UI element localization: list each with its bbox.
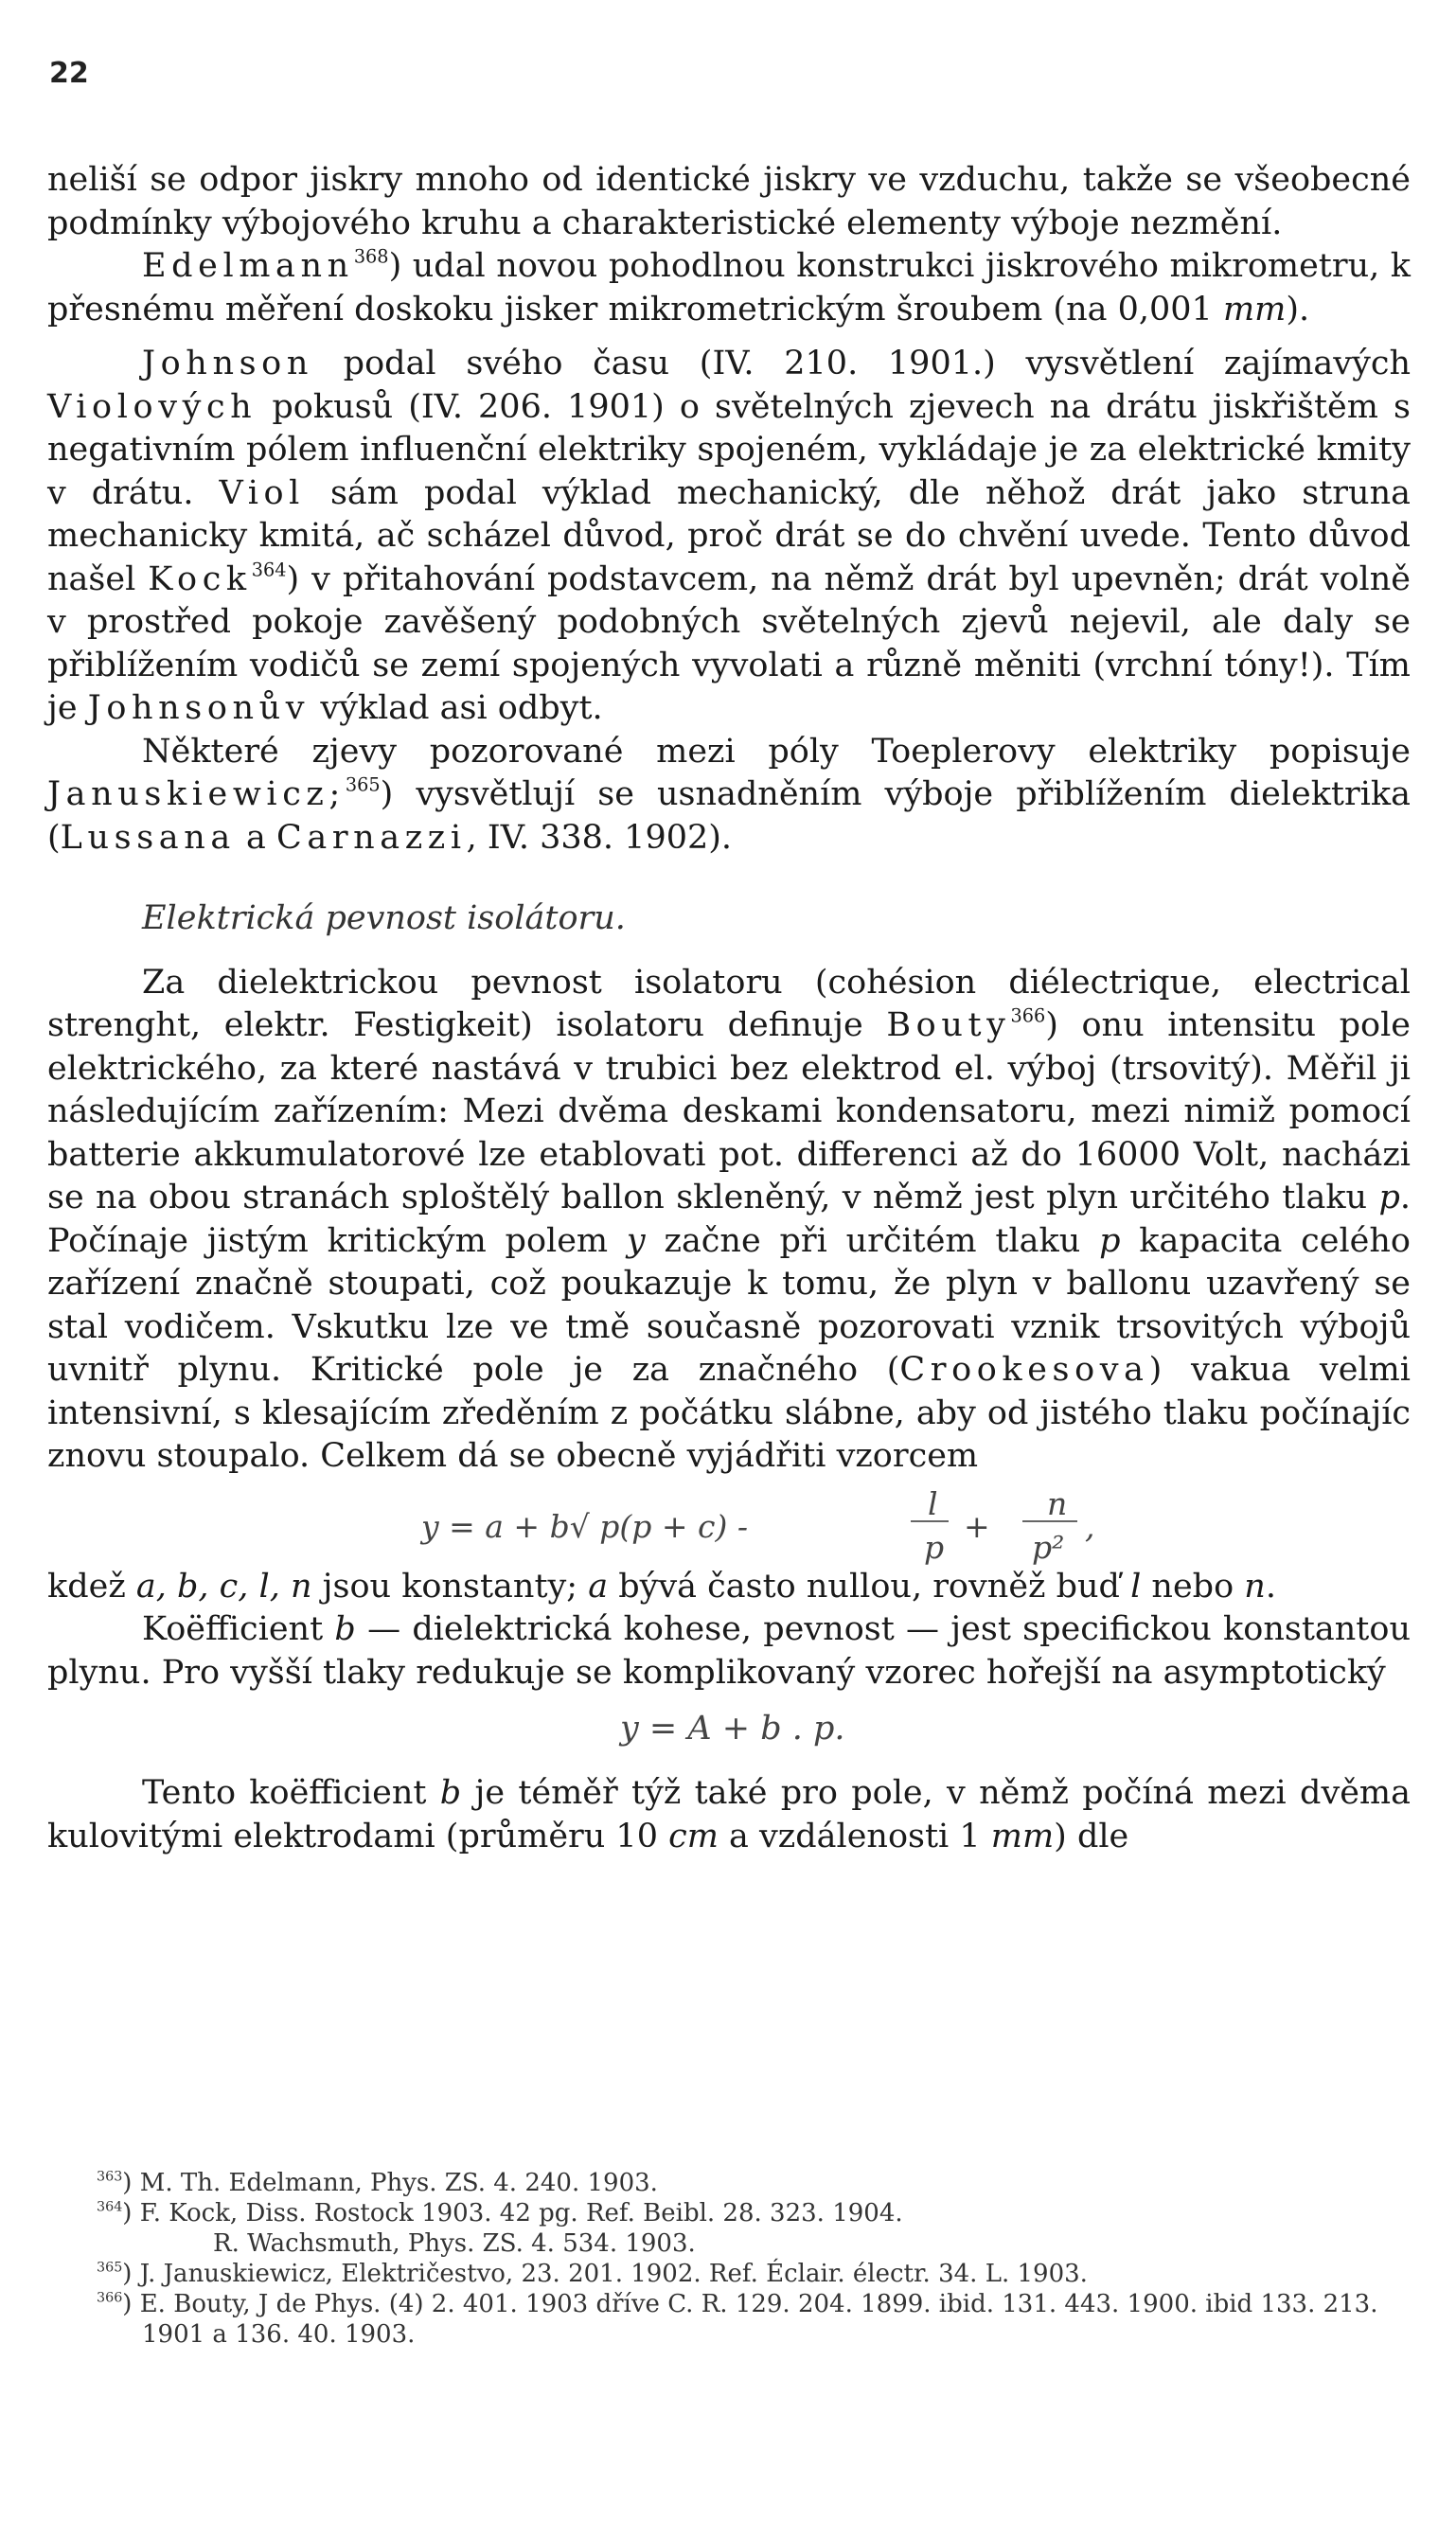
author-name: Johnsonův: [87, 689, 311, 727]
footnote-364-continued: R. Wachsmuth, Phys. ZS. 4. 534. 1903.: [213, 2229, 696, 2258]
paragraph-text: je téměř týž také pro pole, v němž počíná mezi dvěma kulovitými elektrodami (průměru 10: [47, 1774, 1411, 1855]
footnote-364: [47, 2198, 1411, 2228]
paragraph-text: ) v přitahování podstavcem, na němž drát byl upevněn; drát volně v prostřed pokoje zavěšený podobných světelných zjevů nejevil, ale daly se přiblížením vodičů se zemí spojených vyvolati a různě měniti (vrchní tóny!). Tím je: [47, 559, 1411, 727]
paragraph-text: ) dle: [1054, 1817, 1129, 1855]
fraction-bar: [1022, 1520, 1077, 1522]
paragraph-1: [47, 159, 1411, 245]
formula-numerator: n: [1047, 1484, 1068, 1522]
footnote-text: ) J. Januskiewicz, Električestvo, 23. 201. 1902. Ref. Éclair. électr. 34. L. 1903.: [122, 2260, 1088, 2288]
math-variable: p: [1099, 1221, 1121, 1260]
paragraph-text: kdež: [47, 1567, 136, 1606]
formula-asymptotic: y = A + b . p.: [620, 1710, 845, 1748]
formula-body: y = a + b√ p(p + c) -: [421, 1507, 748, 1545]
paragraph-text: . Počínaje jistým kritickým polem: [47, 1179, 1411, 1260]
spacer: [47, 331, 1411, 343]
page-number: 22: [49, 57, 89, 90]
formula-main: [47, 1479, 1411, 1566]
paragraph-text: , IV. 338. 1902).: [466, 818, 733, 857]
paragraph-text: neliší se odpor jiskry mnoho od identické jiskry ve vzduchu, takže se všeobecné podmínky výbojového kruhu a charakteristické elementy výboje nezmění.: [47, 161, 1411, 242]
paragraph-text: sám podal výklad mechanický, dle něhož drát jako struna mechanicky kmitá, ač scházel důvod, proč drát se do chvění uvede. Tento důvod našel: [47, 473, 1411, 598]
author-name: Kock: [148, 559, 252, 598]
paragraph-edelmann: [47, 245, 1411, 331]
paragraph-text: nebo: [1141, 1567, 1245, 1606]
paragraph-text: výklad asi odbyt.: [310, 689, 603, 727]
unit: mm: [990, 1817, 1055, 1855]
author-name: Lussana: [60, 818, 236, 857]
math-variable: b: [439, 1774, 462, 1812]
author-name: Viol: [219, 473, 305, 512]
math-variable: l: [1130, 1567, 1142, 1606]
footnote-text: ) F. Kock, Diss. Rostock 1903. 42 pg. Ref. Beibl. 28. 323. 1904.: [122, 2199, 903, 2227]
paragraph-constants: [47, 1566, 1411, 1609]
author-name: Carnazzi: [275, 818, 467, 857]
footnote-366: [47, 2289, 1411, 2350]
paragraph-text: ) onu intensitu pole elektrického, za které nastává v trubici bez elektrod el. výboj (trsovitý). Měřil ji následujícím zařízením: Mezi dvěma deskami kondensatoru, mezi nimiž pomocí batterie akkumulatorové lze etablovati pot. differenci až do 16000 Volt, nacházi se na obou stranách sploštělý ballon skleněný, v němž jest plyn určitého tlaku: [47, 1006, 1412, 1216]
section-heading: Elektrická pevnost isolátoru.: [142, 899, 626, 937]
paragraph-text: jsou konstanty;: [311, 1567, 589, 1606]
footnote-ref: 365: [345, 773, 381, 796]
author-name: Edelmann: [142, 247, 354, 285]
fraction-bar: [911, 1520, 949, 1522]
footnote-ref: 366: [1010, 1004, 1046, 1027]
formula-denominator: p²: [1032, 1528, 1065, 1566]
unit: cm: [668, 1817, 719, 1855]
paragraph-text: a vzdálenosti 1: [718, 1817, 991, 1855]
footnote-ref: 368: [353, 245, 389, 268]
paragraph-text: ) udal novou pohodlnou konstrukci jiskrového mikrometru, k přesnému měření doskoku jisker mikrometrickým šroubem (na 0,001: [47, 247, 1411, 328]
author-name: Johnson: [142, 345, 313, 382]
math-variable: y: [626, 1221, 646, 1260]
author-name: Crookesova: [899, 1351, 1149, 1389]
paragraph-coefficient: [47, 1608, 1411, 1695]
math-variable: a: [588, 1567, 609, 1606]
footnote-mark: 365: [97, 2260, 123, 2276]
paragraph-text: ) vysvětlují se usnadněním výboje přiblížením dielektrika (: [47, 775, 1411, 857]
footnote-text: ) E. Bouty, J de Phys. (4) 2. 401. 1903 dříve C. R. 129. 204. 1899. ibid. 131. 443. 1900. ibid 133. 213. 1901 a 136. 40. 1903.: [122, 2290, 1378, 2349]
footnote-mark: 366: [97, 2290, 123, 2306]
unit: mm: [1222, 290, 1287, 328]
paragraph-text: bývá často nullou, rovněž buď: [608, 1567, 1131, 1606]
paragraph-text: a: [235, 818, 276, 857]
paragraph-text: pokusů (IV. 206. 1901) o světelných zjevech na drátu jiskřištěm s negativním pólem influenční elektriky spojeném, vykládaje je za elektrické kmity v drátu.: [47, 387, 1411, 512]
footnote-text: ) M. Th. Edelmann, Phys. ZS. 4. 240. 1903.: [122, 2169, 658, 2197]
author-name: Bouty: [886, 1006, 1011, 1044]
footnote-ref: 364: [251, 559, 287, 581]
paragraph-text: kapacita celého zařízení značně stoupati, což poukazuje k tomu, že plyn v ballonu uzavřený se stal vodičem. Vskutku lze ve tmě současně pozorovati vznik trsovitých výbojů uvnitř plynu. Kritické pole je za značného (: [47, 1221, 1411, 1389]
paragraph-text: podal svého času (IV. 210. 1901.) vysvětlení zajímavých: [312, 345, 1411, 382]
paragraph-text: Koëfficient: [142, 1610, 335, 1648]
paragraph-electrodes: [47, 1772, 1411, 1858]
paragraph-bouty: [47, 962, 1411, 1479]
math-variable: a, b, c, l, n: [135, 1567, 312, 1606]
paragraph-text: začne při určitém tlaku: [645, 1221, 1100, 1260]
paragraph-text: Za dielektrickou pevnost isolatoru (cohésion diélectrique, electrical strenght, elektr. Festigkeit) isolatoru definuje: [47, 963, 1411, 1044]
author-name: Violových: [47, 387, 257, 426]
paragraph-johnson: [47, 343, 1411, 731]
paragraph-text: .: [1265, 1567, 1276, 1606]
footnote-mark: 364: [97, 2199, 123, 2215]
math-variable: b: [334, 1610, 356, 1648]
footnote-365: [47, 2259, 1411, 2289]
math-variable: p: [1378, 1179, 1400, 1216]
author-name: Januskiewicz;: [47, 775, 346, 813]
paragraph-text: Některé zjevy pozorované mezi póly Toeplerovy elektriky popisuje: [142, 732, 1411, 771]
footnote-363: [47, 2168, 1411, 2198]
footnotes: [47, 2168, 1411, 2350]
formula-denominator: p: [924, 1528, 945, 1566]
paragraph-text: Tento koëfficient: [142, 1774, 440, 1812]
formula-numerator: l: [928, 1484, 938, 1522]
paragraph-text: — dielektrická kohese, pevnost — jest specifickou konstantou plynu. Pro vyšší tlaky redukuje se komplikovaný vzorec hořejší na asymptotický: [47, 1610, 1411, 1692]
main-text: [47, 159, 1411, 1858]
math-variable: n: [1244, 1567, 1266, 1606]
paragraph-text: ).: [1286, 290, 1310, 328]
paragraph-januskiewicz: [47, 731, 1411, 861]
formula-operator: +: [964, 1507, 990, 1545]
formula-punctuation: ,: [1085, 1507, 1095, 1545]
footnote-mark: 363: [97, 2169, 123, 2185]
paragraph-text: ) vakua velmi intensivní, s klesajícím zředěním z počátku slábne, aby od jistého tlaku počínajíc znovu stoupalo. Celkem dá se obecně vyjádřiti vzorcem: [47, 1351, 1411, 1475]
